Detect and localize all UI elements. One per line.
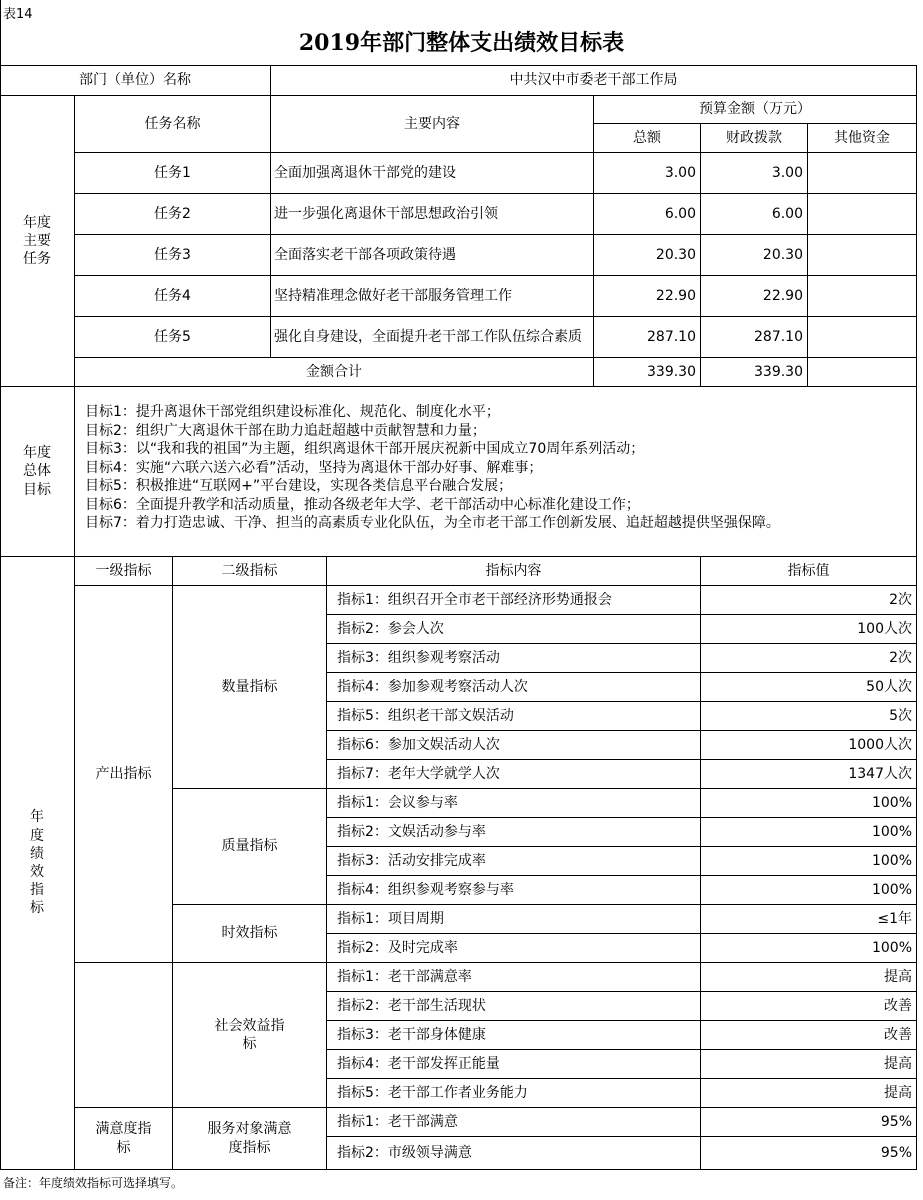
indicator-content: 指标3：组织参观考察活动 — [327, 644, 701, 673]
indicator-value: 100% — [701, 934, 917, 963]
indicator-value: 100% — [701, 847, 917, 876]
fiscal-header: 财政拨款 — [701, 124, 808, 153]
task-content: 全面落实老干部各项政策待遇 — [271, 235, 594, 276]
footnote: 备注：年度绩效指标可选择填写。 — [3, 1176, 184, 1190]
indicator-content: 指标5：组织老干部文娱活动 — [327, 702, 701, 731]
indicator-content: 指标1：组织召开全市老干部经济形势通报会 — [327, 586, 701, 615]
goals-section-label: 年度总体目标 — [0, 387, 75, 557]
task-total: 22.90 — [594, 276, 701, 317]
sum-total: 339.30 — [594, 358, 701, 387]
goal-line: 目标7：着力打造忠诚、干净、担当的高素质专业化队伍，为全市老干部工作创新发展、追赶超越提供坚强保障。 — [85, 515, 780, 531]
dept-label: 部门（单位）名称 — [0, 65, 271, 96]
other-header: 其他资金 — [808, 124, 917, 153]
goals-content — [75, 387, 917, 557]
indicator-value: 100% — [701, 818, 917, 847]
task-total: 20.30 — [594, 235, 701, 276]
task-other — [808, 235, 917, 276]
indicator-value: 2次 — [701, 644, 917, 673]
indicator-value: 1000人次 — [701, 731, 917, 760]
task-fiscal: 20.30 — [701, 235, 808, 276]
timeliness-indicator-label: 时效指标 — [173, 905, 327, 963]
indicator-value: 改善 — [701, 1021, 917, 1050]
sum-other — [808, 358, 917, 387]
satisfaction-indicator-label: 满意度指标 — [75, 1108, 173, 1170]
task-content-header: 主要内容 — [271, 96, 594, 153]
task-other — [808, 194, 917, 235]
indicator-content: 指标6：参加文娱活动人次 — [327, 731, 701, 760]
task-total: 287.10 — [594, 317, 701, 358]
task-content: 进一步强化离退休干部思想政治引领 — [271, 194, 594, 235]
indicator-value: ≤1年 — [701, 905, 917, 934]
task-total: 3.00 — [594, 153, 701, 194]
indicator-value: 1347人次 — [701, 760, 917, 789]
indicator-content: 指标2：市级领导满意 — [327, 1137, 701, 1170]
indicator-value: 95% — [701, 1108, 917, 1137]
task-fiscal: 6.00 — [701, 194, 808, 235]
social-benefit-indicator-label: 社会效益指标 — [173, 963, 327, 1108]
goal-line: 目标6：全面提升教学和活动质量，推动各级老年大学、老干部活动中心标准化建设工作； — [85, 496, 640, 513]
indicator-content: 指标3：活动安排完成率 — [327, 847, 701, 876]
content-header: 指标内容 — [327, 557, 701, 586]
task-content: 强化自身建设，全面提升老干部工作队伍综合素质 — [271, 317, 594, 358]
table-label: 表14 — [3, 7, 33, 22]
sum-fiscal: 339.30 — [701, 358, 808, 387]
indicator-value: 50人次 — [701, 673, 917, 702]
indicators-section-label: 年度绩效指标 — [0, 557, 75, 1170]
indicator-content: 指标1：会议参与率 — [327, 789, 701, 818]
indicator-value: 5次 — [701, 702, 917, 731]
indicator-value: 2次 — [701, 586, 917, 615]
indicator-content: 指标2：及时完成率 — [327, 934, 701, 963]
goal-line: 目标3：以“我和我的祖国”为主题，组织离退休干部开展庆祝新中国成立70周年系列活动； — [85, 441, 645, 457]
task-name: 任务4 — [75, 276, 271, 317]
dept-value: 中共汉中市委老干部工作局 — [271, 65, 917, 96]
task-name-header: 任务名称 — [75, 96, 271, 153]
indicator-value: 100% — [701, 876, 917, 905]
indicator-content: 指标2：参会人次 — [327, 615, 701, 644]
indicator-content: 指标3：老干部身体健康 — [327, 1021, 701, 1050]
task-fiscal: 287.10 — [701, 317, 808, 358]
task-other — [808, 153, 917, 194]
indicator-content: 指标2：老干部生活现状 — [327, 992, 701, 1021]
task-name: 任务3 — [75, 235, 271, 276]
indicator-content: 指标1：项目周期 — [327, 905, 701, 934]
task-other — [808, 276, 917, 317]
sum-label: 金额合计 — [75, 358, 594, 387]
indicator-content: 指标4：老干部发挥正能量 — [327, 1050, 701, 1079]
indicator-content: 指标4：组织参观考察参与率 — [327, 876, 701, 905]
total-header: 总额 — [594, 124, 701, 153]
goal-line: 目标1：提升离退休干部党组织建设标准化、规范化、制度化水平； — [85, 404, 500, 420]
indicator-value: 100人次 — [701, 615, 917, 644]
task-fiscal: 3.00 — [701, 153, 808, 194]
indicator-content: 指标4：参加参观考察活动人次 — [327, 673, 701, 702]
task-fiscal: 22.90 — [701, 276, 808, 317]
budget-header: 预算金额（万元） — [594, 96, 917, 124]
task-content: 坚持精准理念做好老干部服务管理工作 — [271, 276, 594, 317]
indicator-value: 95% — [701, 1137, 917, 1170]
indicator-content: 指标1：老干部满意率 — [327, 963, 701, 992]
task-name: 任务2 — [75, 194, 271, 235]
goal-line: 目标5：积极推进“互联网+”平台建设，实现各类信息平台融合发展； — [85, 478, 513, 494]
goal-line: 目标2：组织广大离退休干部在助力追赶超越中贡献智慧和力量； — [85, 422, 486, 439]
quality-indicator-label: 质量指标 — [173, 789, 327, 905]
effect-indicator-blank — [75, 963, 173, 1108]
tasks-section-label: 年度主要任务 — [0, 96, 75, 387]
output-indicator-label: 产出指标 — [75, 586, 173, 963]
quantity-indicator-label: 数量指标 — [173, 586, 327, 789]
indicator-content: 指标7：老年大学就学人次 — [327, 760, 701, 789]
indicator-value: 100% — [701, 789, 917, 818]
indicator-content: 指标2：文娱活动参与率 — [327, 818, 701, 847]
indicator-value: 提高 — [701, 963, 917, 992]
task-name: 任务1 — [75, 153, 271, 194]
task-content: 全面加强离退休干部党的建设 — [271, 153, 594, 194]
indicator-value: 提高 — [701, 1050, 917, 1079]
level1-header: 一级指标 — [75, 557, 173, 586]
goal-line: 目标4：实施“六联六送六必看”活动，坚持为离退休干部办好事、解难事； — [85, 459, 543, 476]
indicator-content: 指标5：老干部工作者业务能力 — [327, 1079, 701, 1108]
value-header: 指标值 — [701, 557, 917, 586]
task-total: 6.00 — [594, 194, 701, 235]
indicator-content: 指标1：老干部满意 — [327, 1108, 701, 1137]
level2-header: 二级指标 — [173, 557, 327, 586]
page-title: 2019年部门整体支出绩效目标表 — [298, 30, 625, 56]
indicator-value: 改善 — [701, 992, 917, 1021]
service-satisfaction-indicator-label: 服务对象满意度指标 — [173, 1108, 327, 1170]
task-other — [808, 317, 917, 358]
indicator-value: 提高 — [701, 1079, 917, 1108]
task-name: 任务5 — [75, 317, 271, 358]
